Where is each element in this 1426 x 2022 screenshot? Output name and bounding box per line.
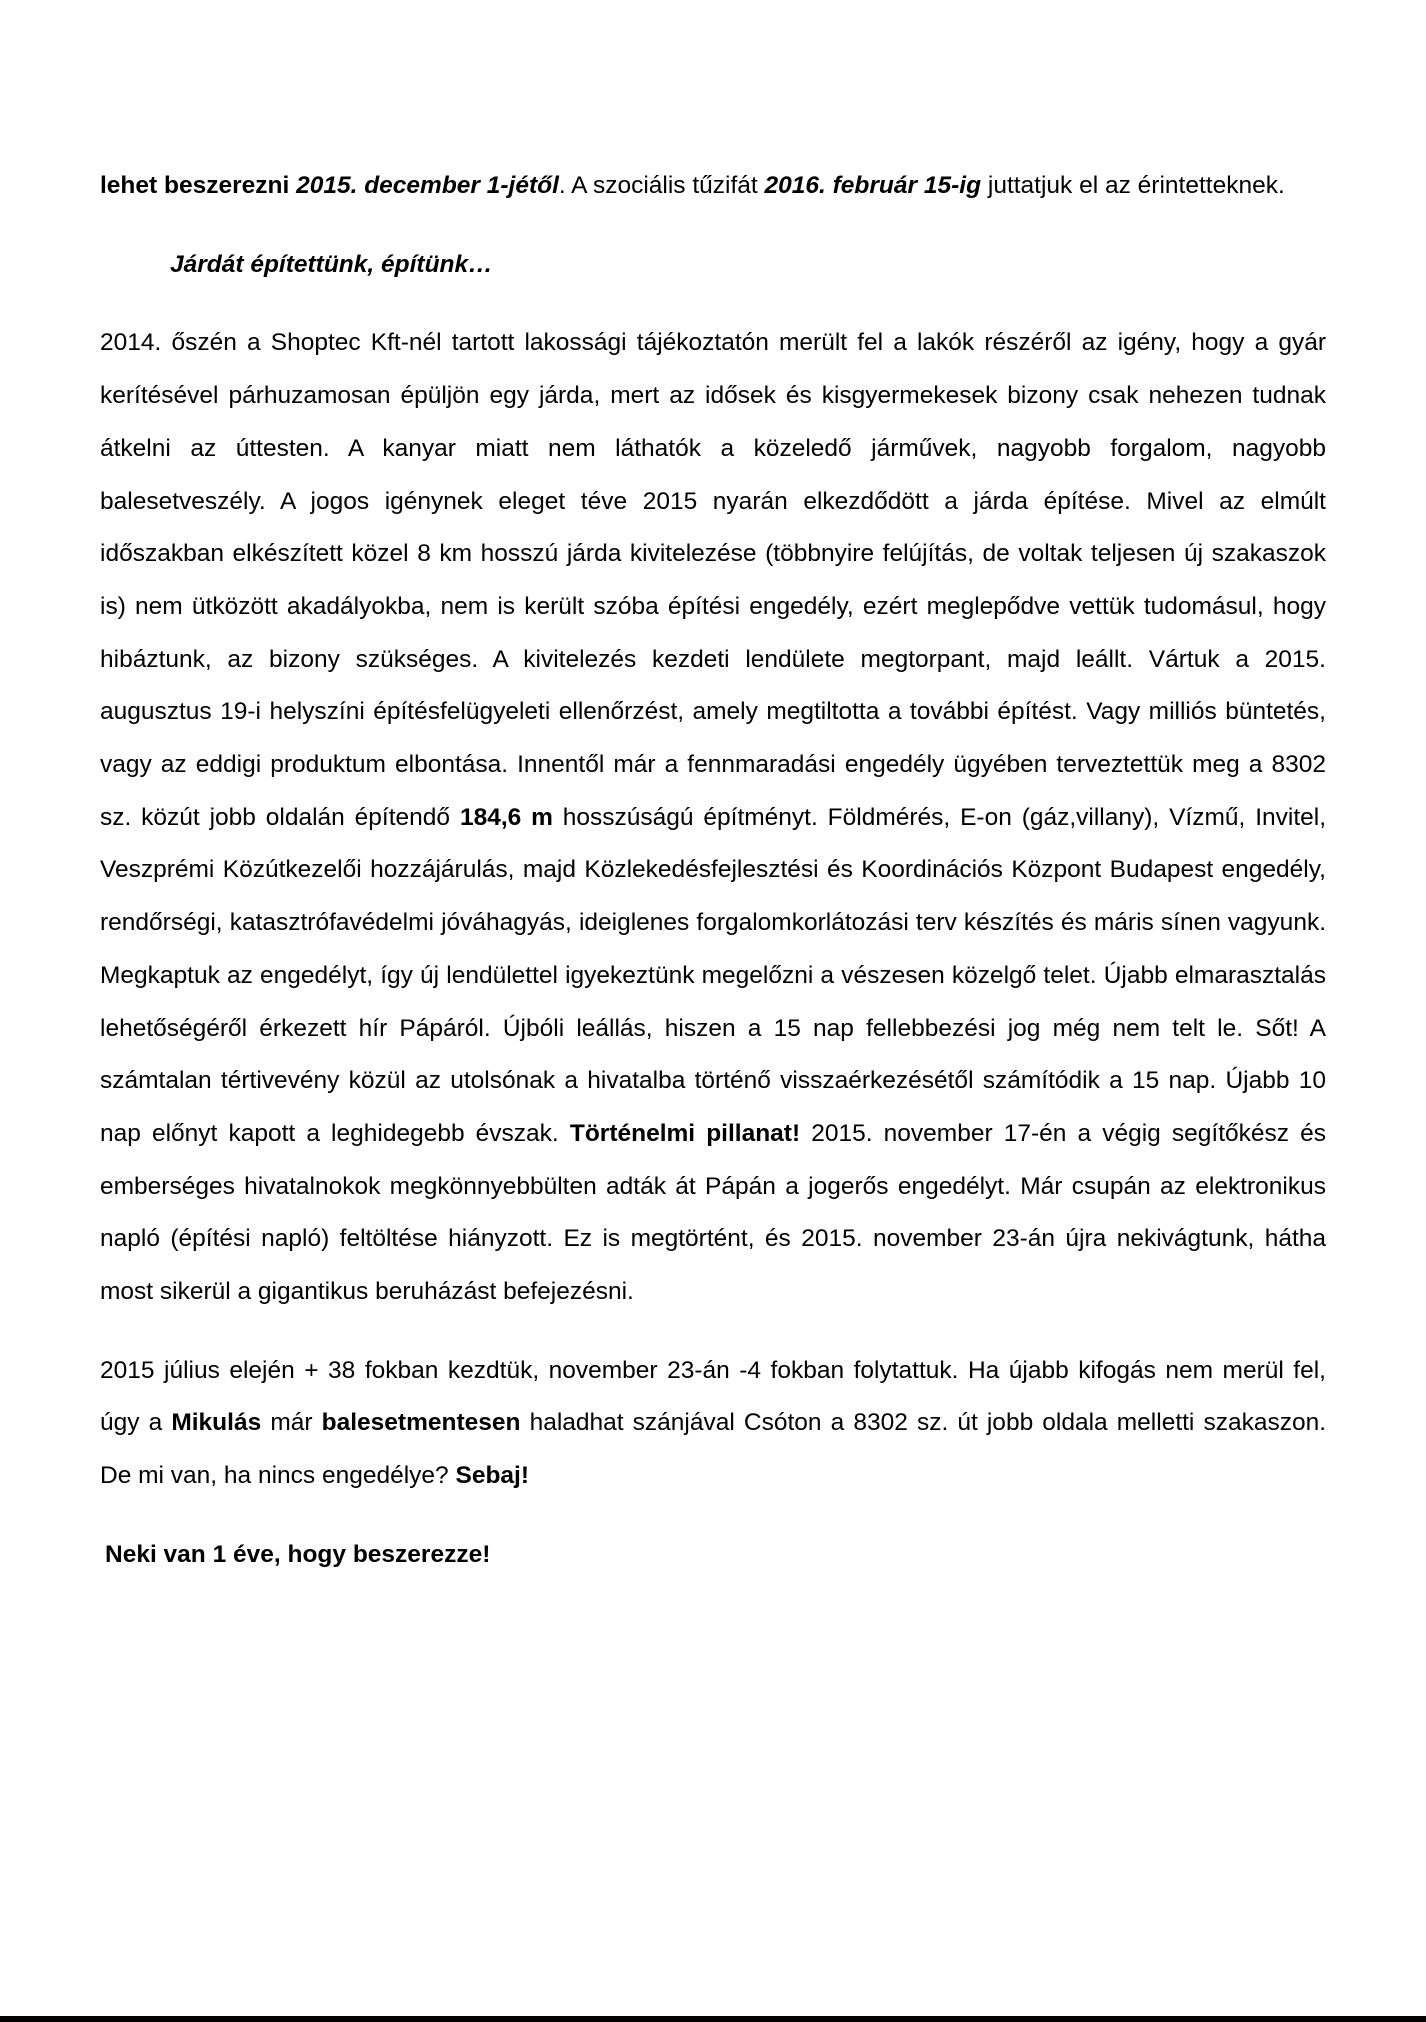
follow-text-part3: haladhat szánjával Csóton a 8302 sz. út jobb oldala melletti szakaszon. De mi van, ha nincs engedélye? <box>100 1409 1327 1490</box>
section-heading: Járdát építettünk, építünk… <box>170 250 493 278</box>
intro-date-start: 2015. december 1-jétől <box>296 172 559 199</box>
body-text-part1: 2014. őszén a Shoptec Kft-nél tartott lakossági tájékoztatón merült fel a lakók részéről az igény, hogy a gyár kerítésével párhuzamosan épüljön egy járda, mert az idősek és kisgyermekesek bizony csak nehezen tudnak átkelni az úttesten. A kanyar miatt nem láthatók a közeledő járművek, nagyobb forgalom, nagyobb balesetveszély. A jogos igénynek eleget téve 2015 nyarán elkezdődött a járda építése. Mivel az elmúlt időszakban elkészített közel 8 km hosszú járda kivitelezése (többnyire felújítás, de voltak teljesen új szakaszok is) nem ütközött akadályokba, nem is került szóba építési engedély, ezért meglepődve vettük tudomásul, hogy hibáztunk, az bizony szükséges. A kivitelezés kezdeti lendülete megtorpant, majd leállt. Vártuk a 2015. augusztus 19-i helyszíni építésfelügyeleti ellenőrzést, amely megtiltotta a további építést. Vagy milliós büntetés, vagy az eddigi produktum elbontása. Innentől már a fennmaradási engedély ügyében terveztettük meg a 8302 sz. közút jobb oldalán építendő <box>100 329 1326 831</box>
follow-sebaj: Sebaj! <box>455 1462 530 1490</box>
body-text-part3: 2015. november 17-én a végig segítőkész és emberséges hivatalnokok megkönnyebbülten adták át Pápán a jogerős engedélyt. Már csupán az elektronikus napló (építési napló) feltöltése hiányzott. Ez is megtörtént, és 2015. november 23-án újra nekivágtunk, hátha most sikerül a gigantikus beruházást befejezésni. <box>100 1119 1327 1306</box>
closing-line: Neki van 1 éve, hogy beszerezze! <box>105 1540 491 1568</box>
body-paragraph <box>100 317 1326 1318</box>
body-text-part2: hosszúságú építményt. Földmérés, E-on (gáz,villany), Vízmű, Invitel, Veszprémi Közútkezelői hozzájárulás, majd Közlekedésfejlesztési és Koordinációs Központ Budapest engedély, rendőrségi, katasztrófavédelmi jóváhagyás, ideiglenes forgalomkorlátozási terv készítés és máris sínen vagyunk. Megkaptuk az engedélyt, így új lendülettel igyekeztünk megelőzni a vészesen közelgő telet. Újabb elmarasztalás lehetőségéről érkezett hír Pápáról. Újbóli leállás, hiszen a 15 nap fellebbezési jog még nem telt le. Sőt! A számtalan tértivevény közül az utolsónak a hivatalba történő visszaérkezésétől számítódik a 15 nap. Újabb 10 nap előnyt kapott a leghidegebb évszak. <box>100 803 1326 1147</box>
body-historic-moment: Történelmi pillanat! <box>569 1119 801 1147</box>
bottom-edge-bar <box>0 2016 1426 2022</box>
document-content <box>100 160 1326 1582</box>
follow-paragraph <box>100 1345 1326 1503</box>
follow-text-part2: már <box>270 1409 313 1437</box>
follow-text-part1: 2015 július elején + 38 fokban kezdtük, november 23-án -4 fokban folytattuk. Ha újabb kifogás nem merül fel, úgy a <box>100 1356 1326 1437</box>
follow-safe: balesetmentesen <box>321 1409 521 1437</box>
intro-text-end: juttatjuk el az érintetteknek. <box>987 172 1285 199</box>
intro-text-middle: . A szociális tűzifát <box>558 172 758 199</box>
follow-mikulas: Mikulás <box>171 1409 262 1437</box>
intro-paragraph <box>100 160 1326 213</box>
intro-text-start: lehet beszerezni <box>100 172 290 199</box>
body-length-value: 184,6 m <box>459 803 553 831</box>
intro-date-end: 2016. február 15-ig <box>764 172 982 199</box>
